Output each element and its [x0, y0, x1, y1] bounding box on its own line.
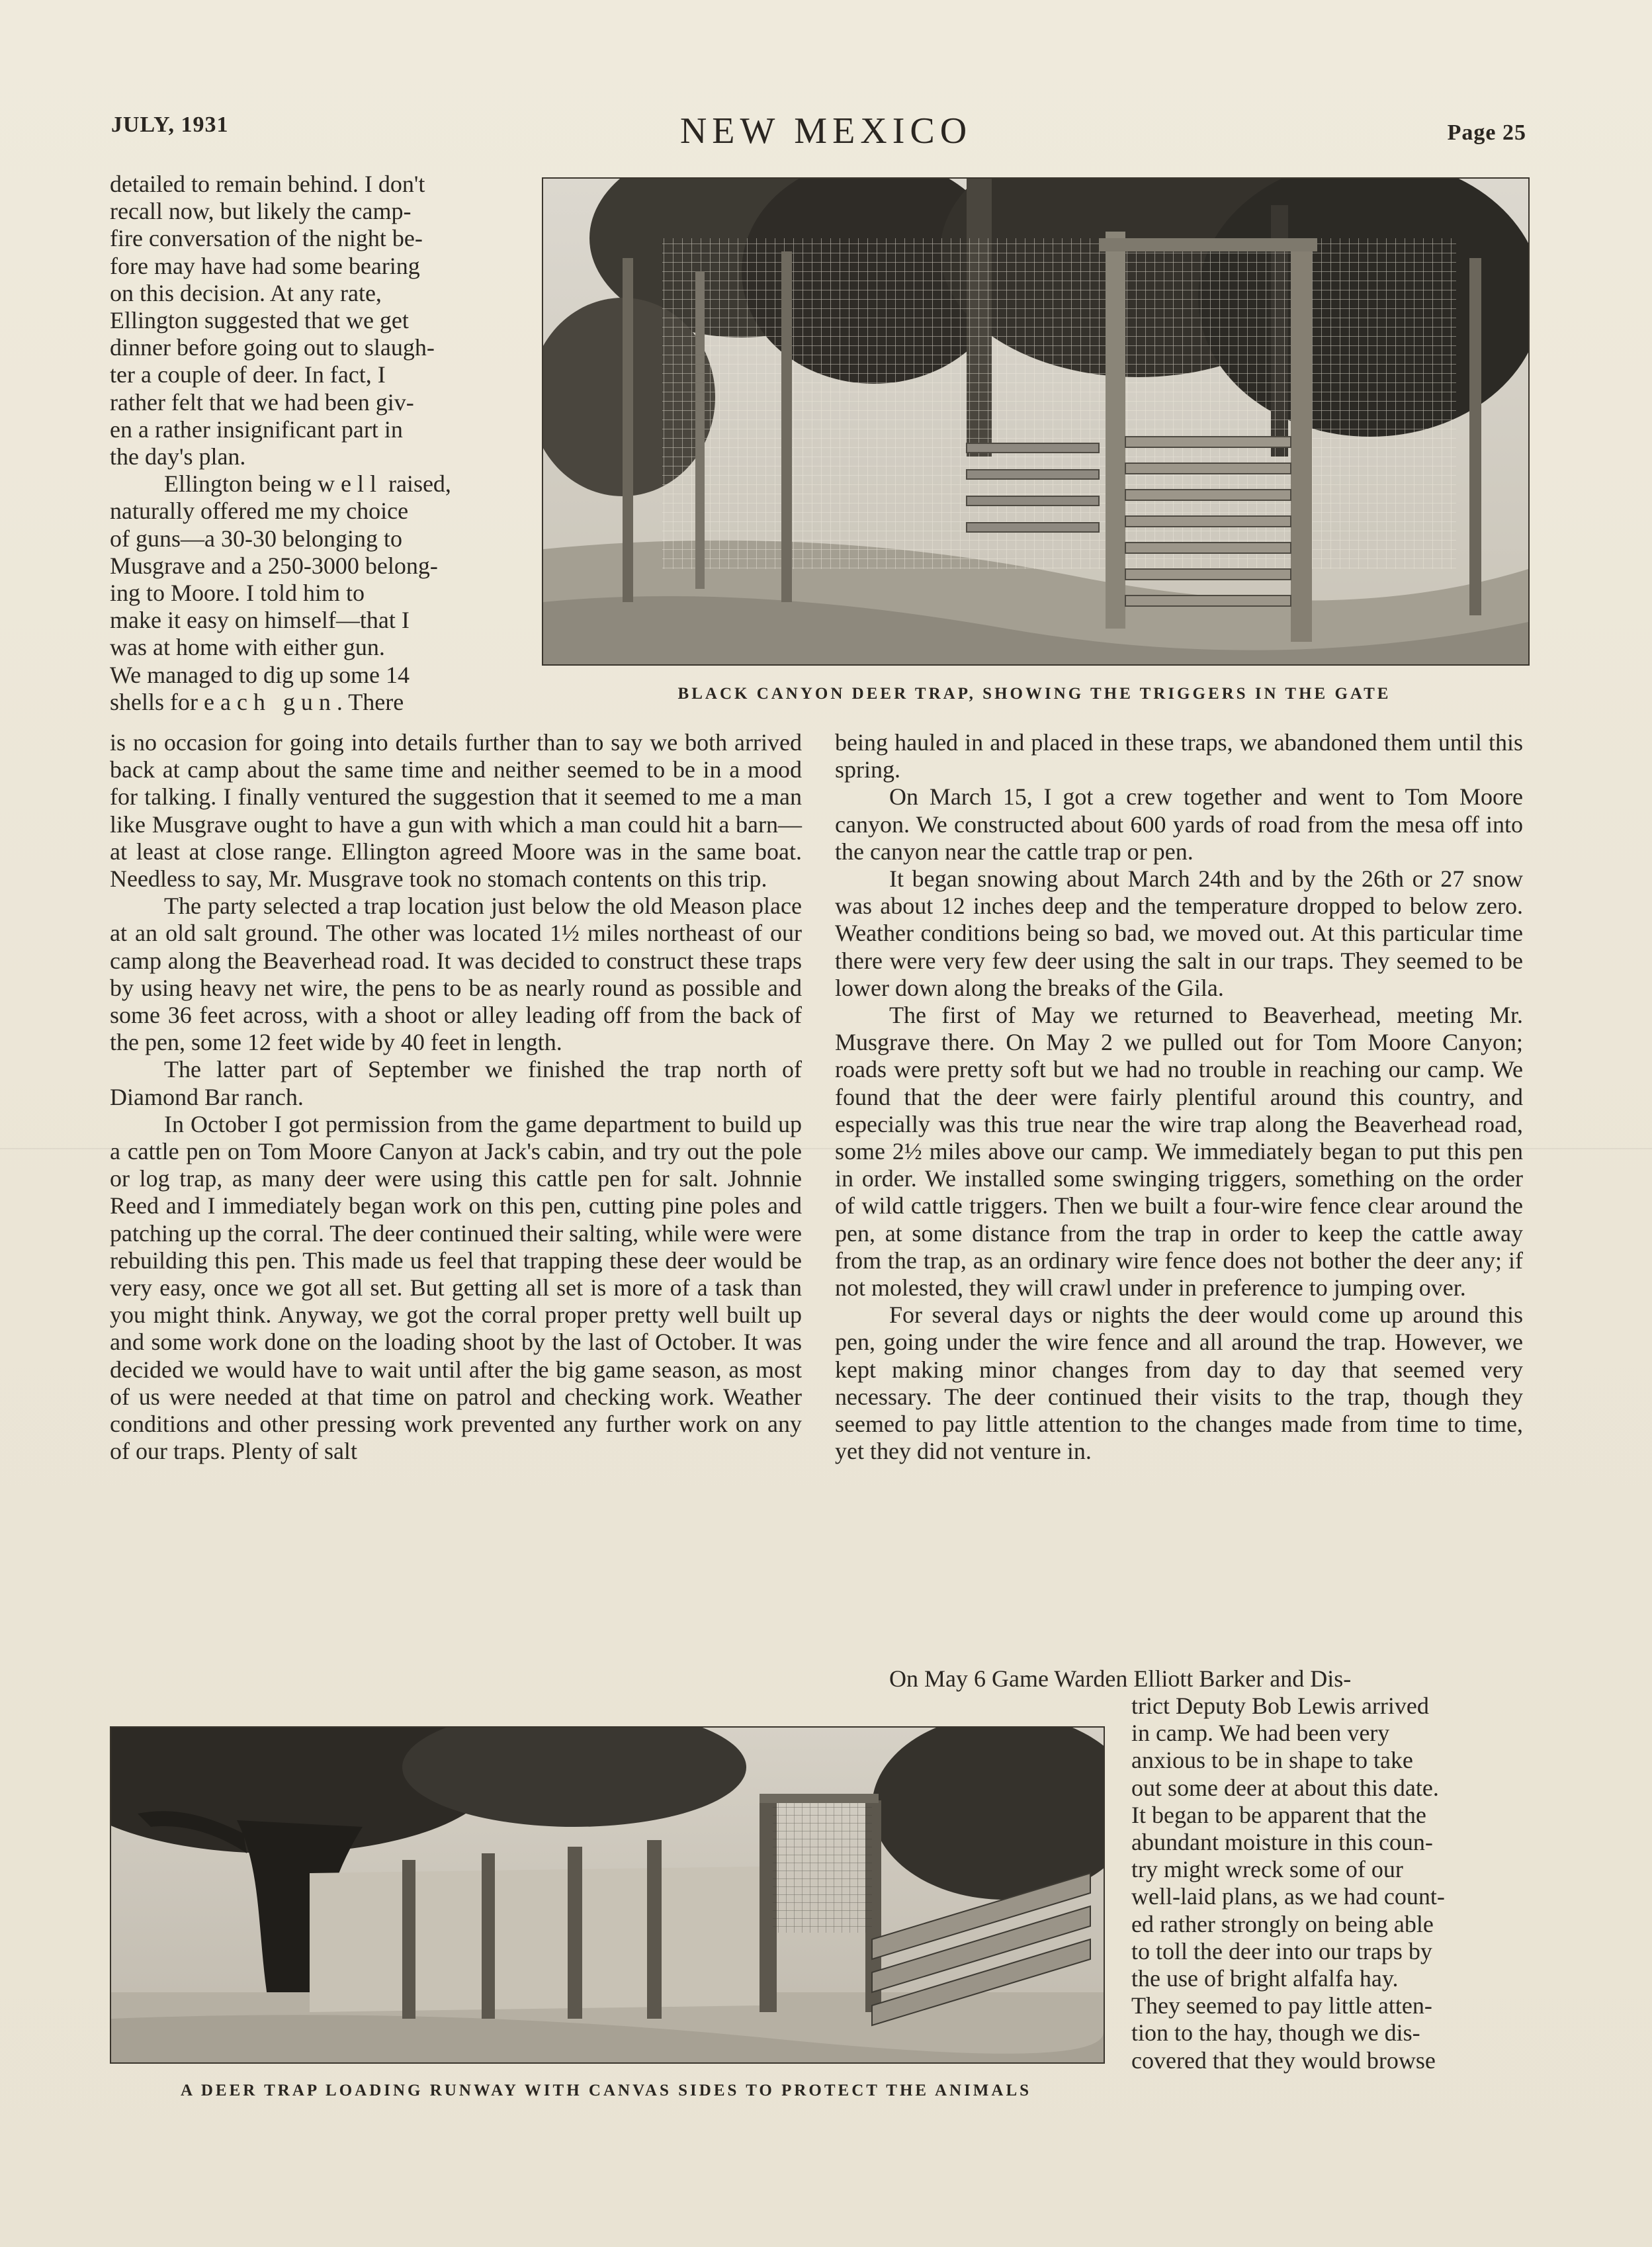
article-intro-column: [110, 171, 504, 716]
paragraph: On March 15, I got a crew together and went to Tom Moore canyon. We constructed about 600 yards of road from the mesa off into the canyon near the cattle trap or pen.: [835, 783, 1523, 865]
issue-date: JULY, 1931: [111, 112, 229, 137]
intro-line: rather felt that we had been giv-: [110, 388, 414, 416]
paragraph-line: They seemed to pay little atten-: [1131, 1992, 1432, 2019]
paragraph: For several days or nights the deer would come up around this pen, going under the wire fence and all around the trap. However, we kept making minor changes from day to day that seemed very necessary. The deer continued their visits to the trap, though they seemed to pay little attention to the changes made from time to time, yet they did not venture in.: [835, 1301, 1523, 1465]
article-right-narrow: [1131, 1693, 1523, 2074]
paragraph-line: ing to Moore. I told him to: [110, 580, 365, 607]
intro-line: detailed to remain behind. I don't: [110, 171, 425, 197]
paragraph: The first of May we returned to Beaverhead, meeting Mr. Musgrave there. On May 2 we pulled out for Tom Moore Canyon; roads were pretty soft but we had no trouble in reaching our camp. We found that the deer were fairly plentiful around this country, and especially was this true near the wire trap along the Beaverhead road, some 2½ miles above our camp. We immediately began to put this pen in order. We installed some swinging triggers, something on the order of wild cattle triggers. Then we built a four-wire fence clear around the pen, at some distance from the trap in order to keep the cattle away from the trap, as an ordinary wire fence does not bother the deer any; if not molested, they will crawl under in preference to jumping over.: [835, 1002, 1523, 1301]
intro-line: recall now, but likely the camp-: [110, 198, 412, 225]
paragraph-line: the use of bright alfalfa hay.: [1131, 1965, 1399, 1992]
paragraph-line: ed rather strongly on being able: [1131, 1910, 1434, 1937]
top-photo-caption: BLACK CANYON DEER TRAP, SHOWING THE TRIGGERS IN THE GATE: [677, 685, 1391, 703]
paragraph-line: was at home with either gun.: [110, 634, 385, 661]
paragraph: It began snowing about March 24th and by the 26th or 27 snow was about 12 inches deep and the temperature dropped to below zero. Weather conditions being so bad, we moved out. At this particular time there were very few deer using the salt in our traps. They seemed to be lower down along the breaks of the Gila.: [835, 865, 1523, 1001]
page-number: Page 25: [1447, 120, 1526, 145]
paragraph-line: Musgrave and a 250-3000 belong-: [110, 552, 438, 579]
paragraph-line: try might wreck some of our: [1131, 1856, 1403, 1883]
intro-line: fire conversation of the night be-: [110, 225, 423, 252]
intro-line: dinner before going out to slaugh-: [110, 334, 435, 361]
paragraph-line: to toll the deer into our traps by: [1131, 1937, 1432, 1964]
paragraph: being hauled in and placed in these traps, we abandoned them until this spring.: [835, 729, 1523, 783]
trap-photo-image: [543, 179, 1528, 664]
black-canyon-trap-photo: [542, 177, 1530, 666]
loading-runway-photo: [110, 1726, 1105, 2064]
paragraph-line: Ellington being well raised,: [164, 470, 451, 498]
intro-line: Ellington suggested that we get: [110, 307, 409, 334]
paragraph-line: shells for each gun. There: [110, 688, 404, 715]
paragraph-line: make it easy on himself—that I: [110, 607, 410, 634]
article-right-bottom: [835, 1665, 1523, 1693]
paragraph: The latter part of September we finished the trap north of Diamond Bar ranch.: [110, 1056, 802, 1110]
paragraph-line: out some deer at about this date.: [1131, 1774, 1439, 1801]
paragraph: The party selected a trap location just below the old Meason place at an old salt ground. The other was located 1½ miles northeast of our camp along the Beaverhead road. It was decided to construct these traps by using heavy net wire, the pens to be as nearly round as possible and some 36 feet across, with a shoot or alley leading off from the back of the pen, some 12 feet wide by 40 feet in length.: [110, 893, 802, 1056]
paragraph-line: We managed to dig up some 14: [110, 661, 410, 688]
paragraph-line: in camp. We had been very: [1131, 1720, 1390, 1747]
paragraph-line: well-laid plans, as we had count-: [1131, 1883, 1445, 1910]
paragraph-line: abundant moisture in this coun-: [1131, 1829, 1433, 1856]
paragraph-line: anxious to be in shape to take: [1131, 1747, 1413, 1774]
article-right-column: [835, 729, 1523, 1465]
paragraph-line: naturally offered me my choice: [110, 498, 409, 525]
intro-line: on this decision. At any rate,: [110, 279, 382, 306]
article-left-column: [110, 729, 802, 1465]
paragraph-line: trict Deputy Bob Lewis arrived: [1131, 1693, 1429, 1719]
paragraph: is no occasion for going into details further than to say we both arrived back at camp about the same time and neither seemed to be in a mood for talking. I finally ventured the suggestion that it seemed to me a man like Musgrave ought to have a gun with which a man could hit a barn—at least at close range. Ellington agreed Moore was in the same boat. Needless to say, Mr. Musgrave took no stomach contents on this trip.: [110, 729, 802, 893]
paragraph-line: On May 6 Game Warden Elliott Barker and Dis-: [889, 1665, 1352, 1692]
paragraph: In October I got permission from the game department to build up a cattle pen on Tom Moore Canyon at Jack's cabin, and try out the pole or log trap, as many deer were using this cattle pen for salt. Johnnie Reed and I immediately began work on this pen, cutting pine poles and patching up the corral. The deer continued their salting, while were were rebuilding this pen. This made us feel that trapping these deer would be very easy, once we got all set. But getting all set is more of a task than you might think. Anyway, we got the corral proper pretty well built up and some work done on the loading shoot by the last of October. It was decided we would have to wait until after the big game season, as most of us were needed at that time on patrol and checking work. Weather conditions and other pressing work prevented any further work on any of our traps. Plenty of salt: [110, 1110, 802, 1465]
paragraph-line: covered that they would browse: [1131, 2047, 1436, 2074]
paragraph-line: tion to the hay, though we dis-: [1131, 2019, 1420, 2047]
intro-line: ter a couple of deer. In fact, I: [110, 361, 386, 388]
intro-line: the day's plan.: [110, 443, 246, 470]
bottom-photo-caption: A DEER TRAP LOADING RUNWAY WITH CANVAS SIDES TO PROTECT THE ANIMALS: [180, 2082, 1032, 2099]
runway-photo-image: [111, 1728, 1104, 2062]
intro-line: fore may have had some bearing: [110, 252, 420, 279]
intro-line: en a rather insignificant part in: [110, 416, 403, 443]
magazine-title: NEW MEXICO: [679, 110, 973, 152]
paragraph-line: It began to be apparent that the: [1131, 1801, 1426, 1828]
paragraph-line: of guns—a 30-30 belonging to: [110, 525, 402, 552]
